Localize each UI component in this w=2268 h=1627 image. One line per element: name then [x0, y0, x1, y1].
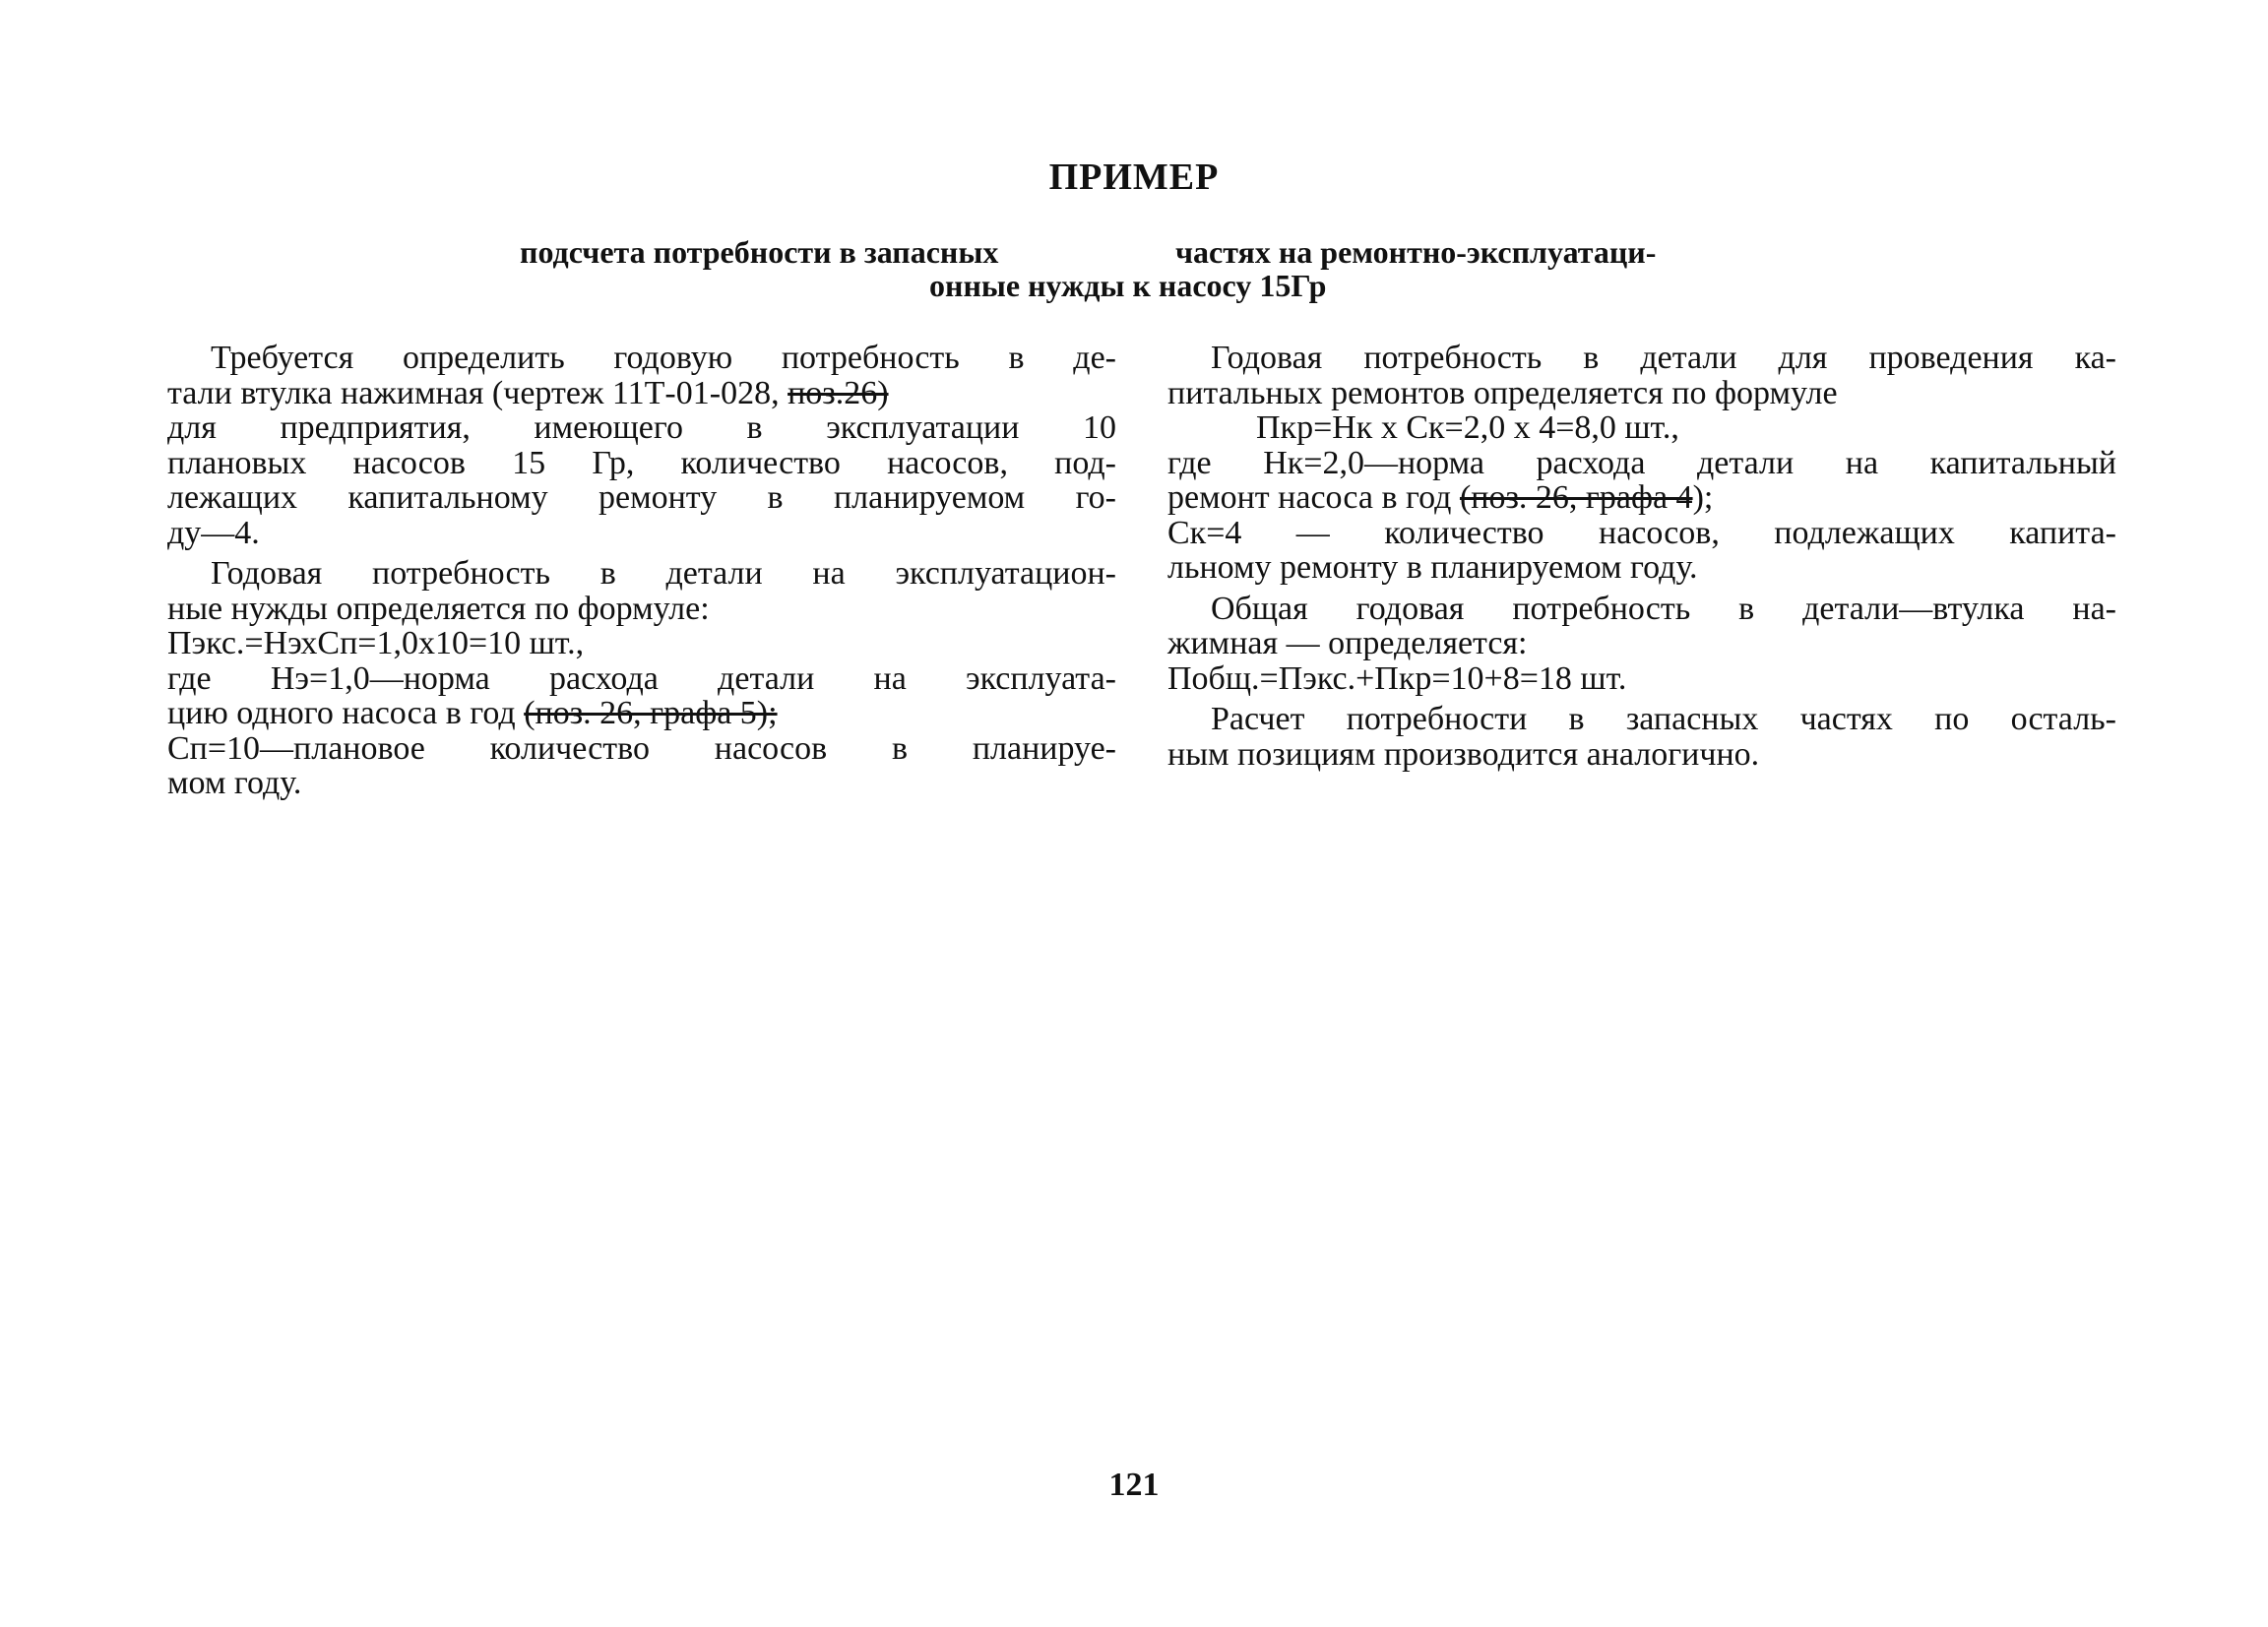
right-formula: Пкр=Нк х Ск=2,0 х 4=8,0 шт., [1256, 409, 1679, 446]
subtitle-line-1a: подсчета потребности в запасных [520, 234, 999, 270]
left-p1-line-6: ду—4. [167, 514, 260, 551]
left-p1-line-3: для предприятия, имеющего в эксплуатации 10 [167, 409, 1116, 446]
right-column [1167, 341, 2116, 772]
right-p3-line-1: Общая годовая потребность в детали—втулка на- [1211, 590, 2116, 627]
left-p3-line-3: Сп=10—плановое количество насосов в планируе- [167, 729, 1116, 767]
left-p2-line-2: ные нужды определяется по формуле: [167, 590, 710, 627]
left-p1-line-4: плановых насосов 15 Гр, количество насосов, под- [167, 444, 1116, 481]
right-formula-total: Побщ.=Пэкс.+Пкр=10+8=18 шт. [1167, 659, 1627, 697]
struck-reference: (поз. 26, графа 4 [1459, 479, 1693, 516]
left-p1-line-1: Требуется определить годовую потребность в де- [211, 340, 1116, 376]
left-formula: Пэкс.=НэхСп=1,0х10=10 шт., [167, 625, 585, 661]
left-p3-line-2: цию одного насоса в год (поз. 26, графа 5); [167, 695, 778, 731]
right-p2-line-2: ремонт насоса в год (поз. 26, графа 4); [1167, 479, 1714, 516]
left-column [167, 341, 1116, 801]
struck-reference: поз.26) [788, 374, 889, 411]
struck-reference: (поз. 26, графа 5); [524, 695, 778, 731]
right-p1-line-2: питальных ремонтов определяется по формуле [1167, 374, 1838, 411]
right-p3-line-2: жимная — определяется: [1167, 625, 1528, 661]
right-p4-line-2: ным позициям производится аналогично. [1167, 735, 1760, 773]
right-p2-line-1: где Нк=2,0—норма расхода детали на капитальный [1167, 444, 2116, 481]
subtitle-line-1b: частях на ремонтно-эксплуатаци- [1175, 234, 1657, 270]
page-title: ПРИМЕР [1048, 156, 1220, 198]
page-number: 121 [1108, 1467, 1160, 1503]
right-p2-line-4: льному ремонту в планируемом году. [1167, 549, 1698, 586]
left-p2-line-1: Годовая потребность в детали на эксплуатацион- [211, 555, 1116, 592]
left-p3-line-1: где Нэ=1,0—норма расхода детали на эксплуата- [167, 659, 1116, 697]
left-p3-line-4: мом году. [167, 765, 302, 801]
right-p1-line-1: Годовая потребность в детали для проведения ка- [1211, 340, 2116, 376]
right-p2-line-3: Ск=4 — количество насосов, подлежащих капита- [1167, 514, 2116, 551]
left-p1-line-2: тали втулка нажимная (чертеж 11Т-01-028, поз.26) [167, 374, 889, 411]
subtitle-line-2: онные нужды к насосу 15Гр [929, 268, 1327, 303]
right-p4-line-1: Расчет потребности в запасных частях по осталь- [1211, 701, 2116, 737]
left-p1-line-5: лежащих капитальному ремонту в планируемом го- [167, 479, 1116, 516]
